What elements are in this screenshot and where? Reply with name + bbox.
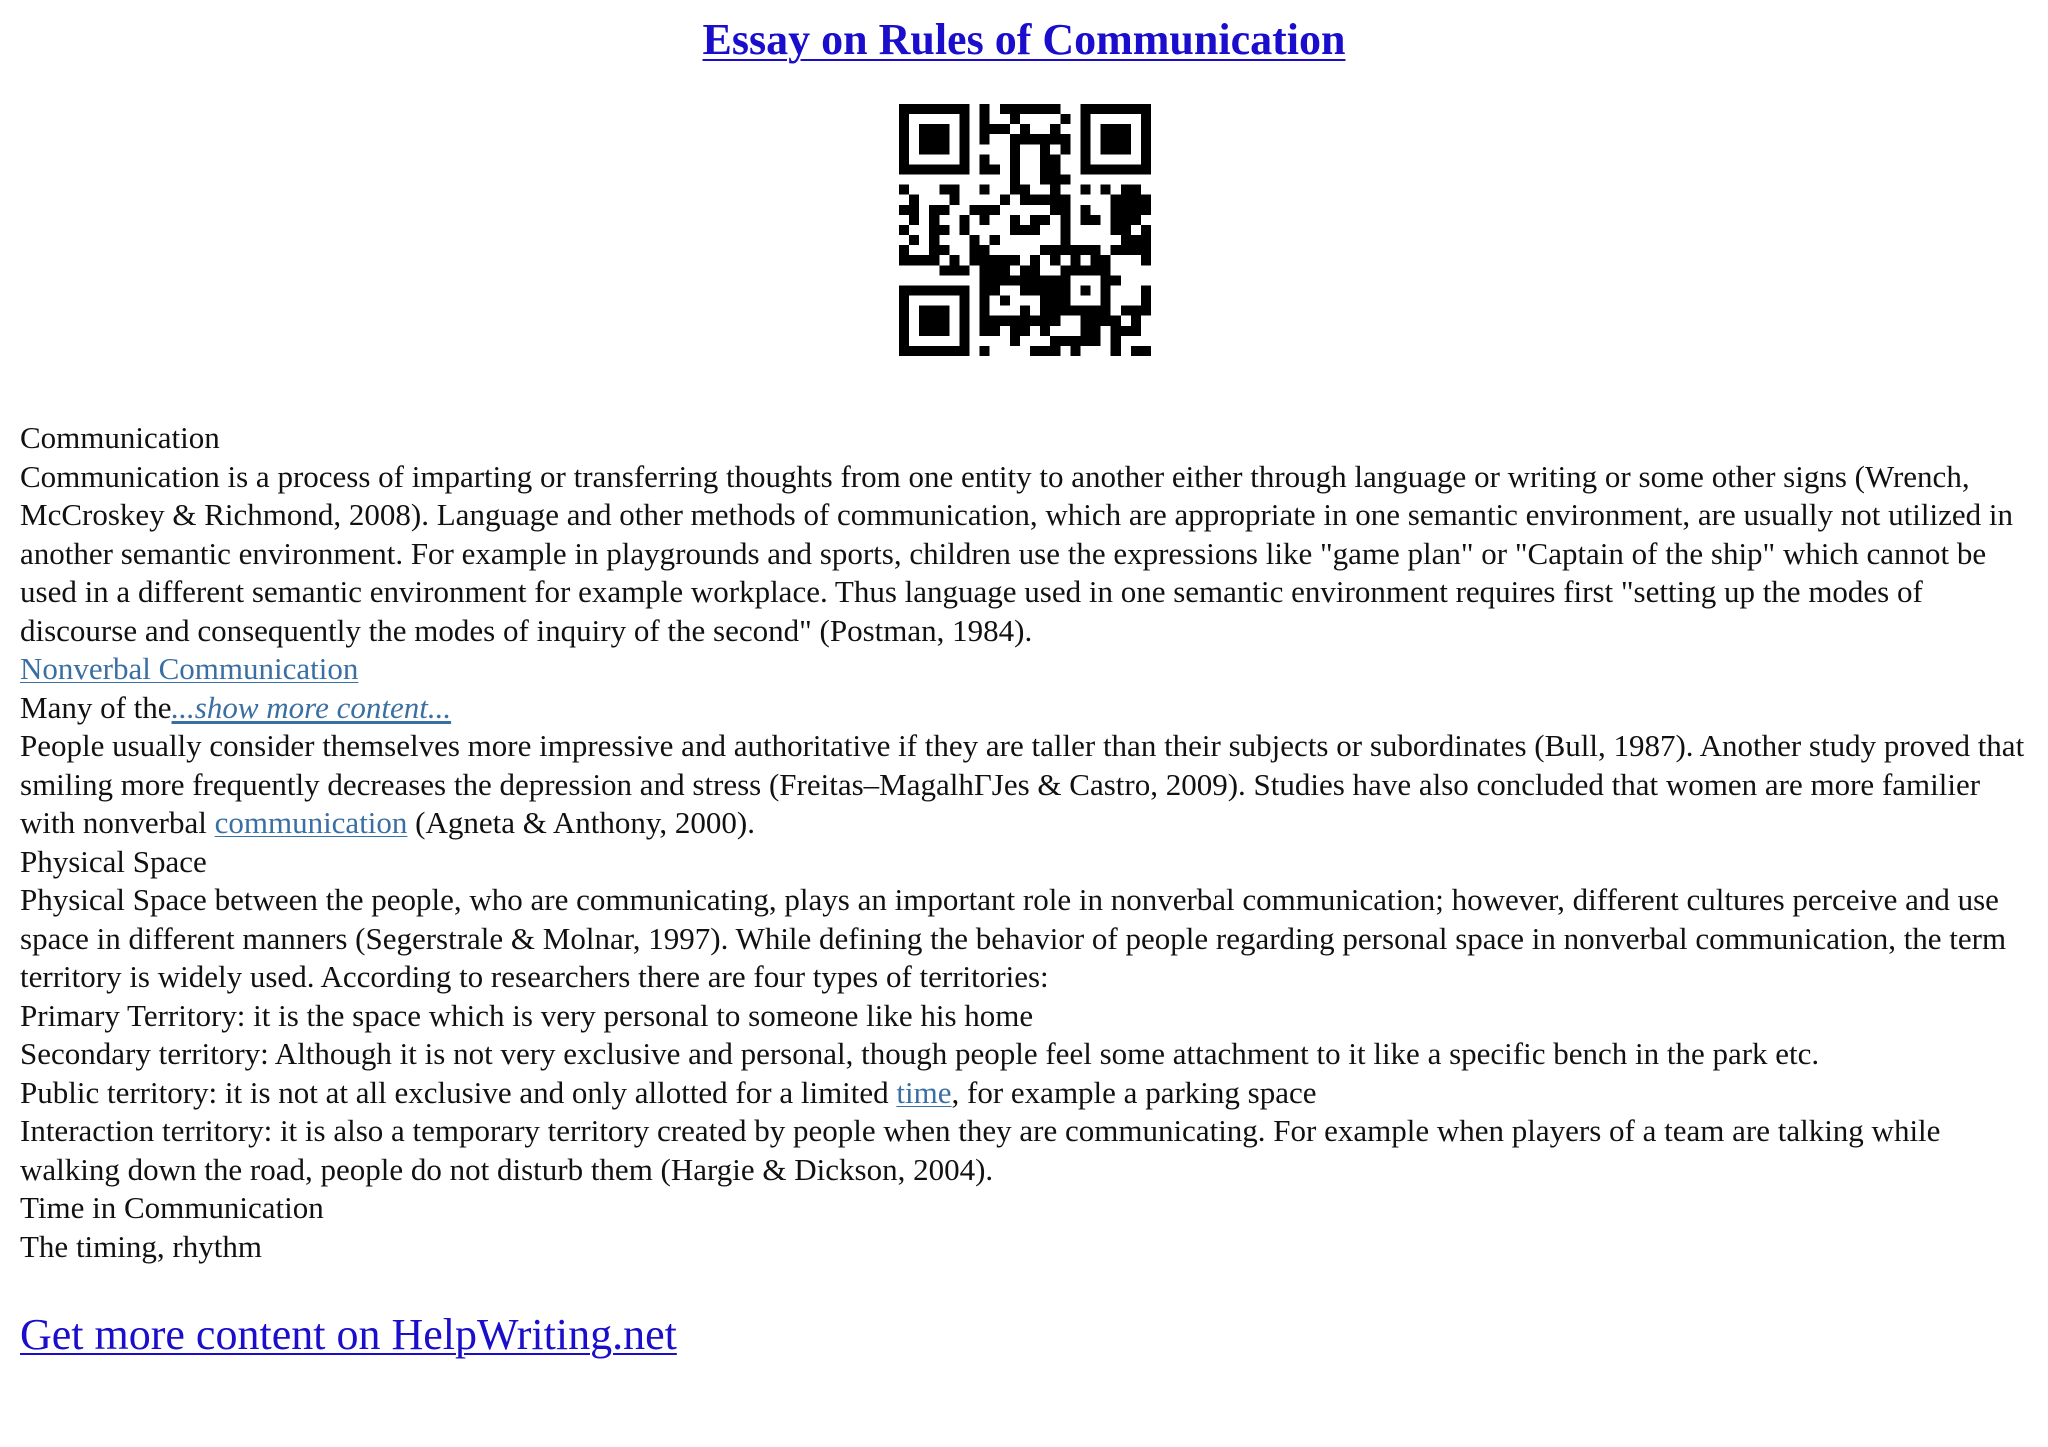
paragraph-nonverbal-text-2: (Agneta & Anthony, 2000). xyxy=(407,805,755,840)
secondary-territory: Secondary territory: Although it is not very exclusive and personal, though people feel some attachment to it like a specific bench in the park etc. xyxy=(20,1036,1820,1071)
paragraph-timing: The timing, rhythm xyxy=(20,1228,262,1264)
show-more-content-link[interactable]: ...show more content... xyxy=(171,689,452,725)
public-territory xyxy=(20,1074,2030,1113)
qr-code-icon xyxy=(899,104,1151,356)
nonverbal-line xyxy=(20,650,2030,689)
essay-body xyxy=(20,419,2030,1266)
heading-communication: Communication xyxy=(20,420,220,455)
page-title-link[interactable]: Essay on Rules of Communication xyxy=(702,15,1346,64)
paragraph-nonverbal xyxy=(20,727,2030,843)
get-more-content-link[interactable]: Get more content on HelpWriting.net xyxy=(20,1310,677,1359)
communication-link[interactable]: communication xyxy=(214,805,408,840)
heading-time-in-communication: Time in Communication xyxy=(20,1190,324,1225)
heading-physical-space: Physical Space xyxy=(20,843,207,879)
public-territory-text-2: , for example a parking space xyxy=(951,1074,1317,1110)
paragraph-communication: Communication is a process of imparting or transferring thoughts from one entity to another either through language or writing or some other signs (Wrench, McCroskey & Richmond, 2008). Language and other methods of communication, which are appropriate in one semantic environment, are usually not utilized in another semantic environment. For example in playgrounds and sports, children use the expressions like "game plan" or "Captain of the ship" which cannot be used in a different semantic environment for example workplace. Thus language used in one semantic environment requires first "setting up the modes of discourse and consequently the modes of inquiry of the second" (Postman, 1984). xyxy=(20,458,2013,648)
primary-territory: Primary Territory: it is the space which is very personal to someone like his home xyxy=(20,997,1034,1033)
many-of-the-text: Many of the xyxy=(20,689,172,725)
time-link[interactable]: time xyxy=(896,1074,952,1110)
many-of-the-line xyxy=(20,689,2030,728)
public-territory-text-1: Public territory: it is not at all exclusive and only allotted for a limited xyxy=(20,1074,897,1110)
paragraph-physical-space: Physical Space between the people, who are communicating, plays an important role in nonverbal communication; however, different cultures perceive and use space in different manners (Segerstrale & Molnar, 1997). While defining the behavior of people regarding personal space in nonverbal communication, the term territory is widely used. According to researchers there are four types of territories: xyxy=(20,882,2007,994)
paragraph-nonverbal-text-1: People usually consider themselves more impressive and authoritative if they are taller than their subjects or subordinates (Bull, 1987). Another study proved that smiling more frequently decreases the depression and stress (Freitas–MagalhГJes & Castro, 2009). Studies have also concluded that women are more familier with nonverbal xyxy=(20,728,2025,840)
title-container xyxy=(0,14,2048,65)
nonverbal-communication-link[interactable]: Nonverbal Communication xyxy=(20,651,359,686)
interaction-territory: Interaction territory: it is also a temporary territory created by people when they are communicating. For example when players of a team are talking while walking down the road, people do not disturb them (Hargie & Dickson, 2004). xyxy=(20,1113,1941,1187)
